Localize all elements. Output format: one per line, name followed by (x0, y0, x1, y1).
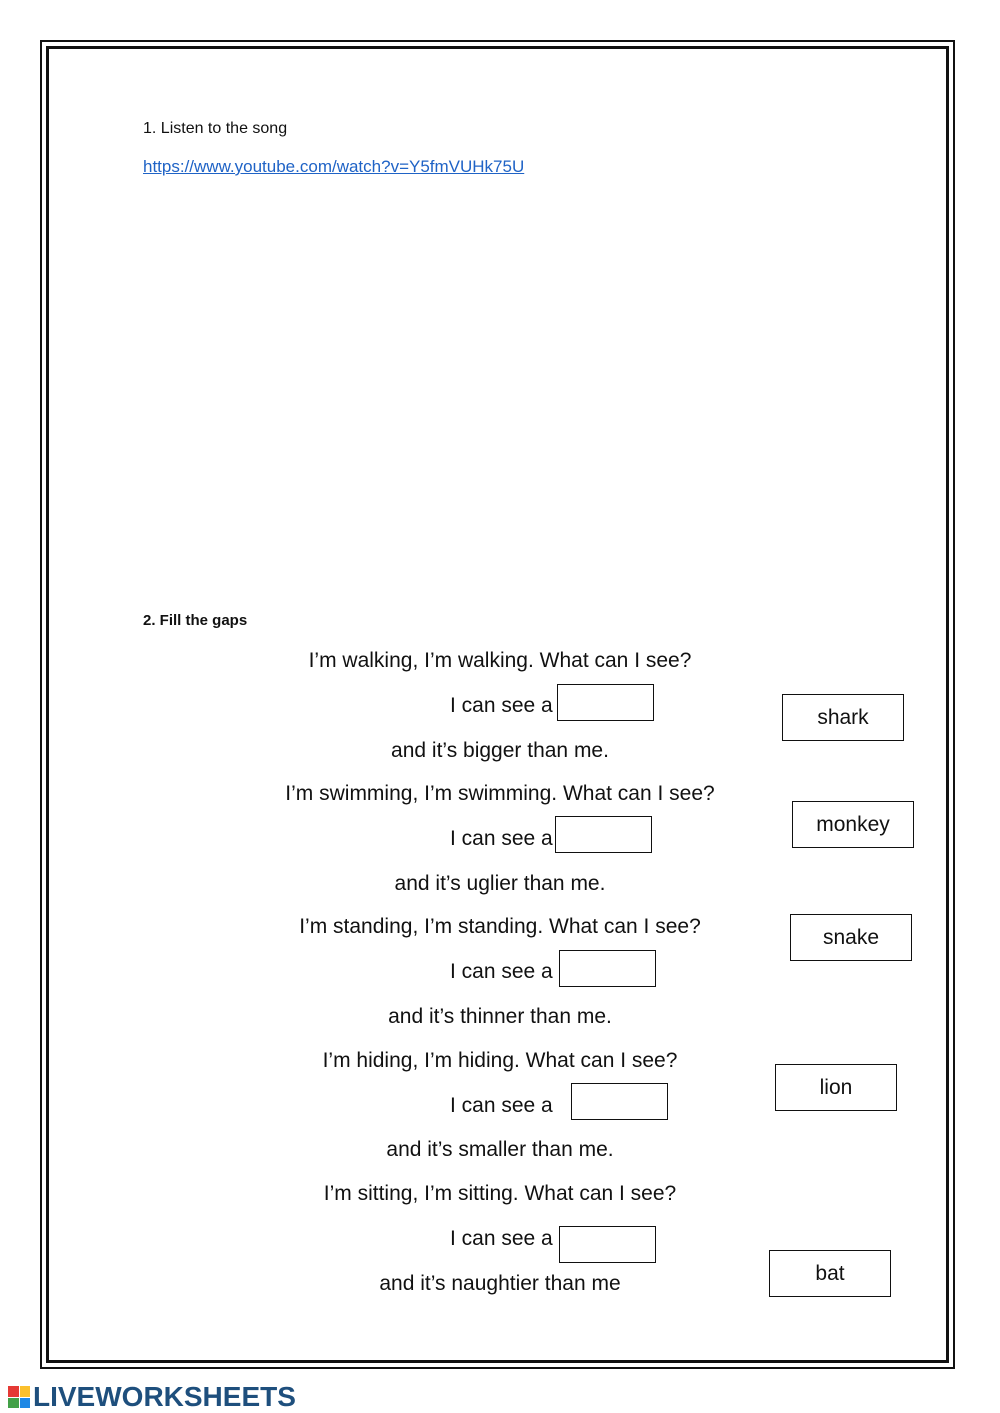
verse-comparison: and it’s smaller than me. (386, 1138, 614, 1161)
liveworksheets-logo (8, 1381, 296, 1413)
verse-comparison: and it’s uglier than me. (394, 872, 606, 895)
see-label: I can see a (450, 1094, 553, 1117)
verse-question: I’m standing, I’m standing. What can I see? (299, 915, 701, 938)
verse-comparison: and it’s naughtier than me (379, 1272, 621, 1295)
logo-text: LIVEWORKSHEETS (33, 1381, 296, 1412)
word-bank-item-monkey[interactable]: monkey (792, 801, 914, 848)
see-label: I can see a (450, 1227, 553, 1250)
answer-gap-2[interactable] (555, 816, 652, 853)
word-bank-item-shark[interactable]: shark (782, 694, 904, 741)
verse-question: I’m walking, I’m walking. What can I see? (308, 649, 692, 672)
verse-question: I’m sitting, I’m sitting. What can I see? (323, 1182, 677, 1205)
answer-gap-1[interactable] (557, 684, 654, 721)
see-label: I can see a (450, 960, 553, 983)
answer-gap-4[interactable] (571, 1083, 668, 1120)
word-bank-item-bat[interactable]: bat (769, 1250, 891, 1297)
verse-question: I’m swimming, I’m swimming. What can I see? (285, 782, 715, 805)
song-link[interactable]: https://www.youtube.com/watch?v=Y5fmVUHk75U (143, 157, 525, 176)
answer-gap-5[interactable] (559, 1226, 656, 1263)
see-label: I can see a (450, 827, 553, 850)
verse-comparison: and it’s thinner than me. (388, 1005, 612, 1028)
liveworksheets-logo-icon (8, 1386, 30, 1408)
verse-comparison: and it’s bigger than me. (391, 739, 609, 762)
answer-gap-3[interactable] (559, 950, 656, 987)
verse-question: I’m hiding, I’m hiding. What can I see? (322, 1049, 678, 1072)
instruction-listen: 1. Listen to the song (143, 120, 288, 137)
see-label: I can see a (450, 694, 553, 717)
word-bank-item-lion[interactable]: lion (775, 1064, 897, 1111)
word-bank-item-snake[interactable]: snake (790, 914, 912, 961)
section-title-fill-gaps: 2. Fill the gaps (143, 612, 248, 629)
